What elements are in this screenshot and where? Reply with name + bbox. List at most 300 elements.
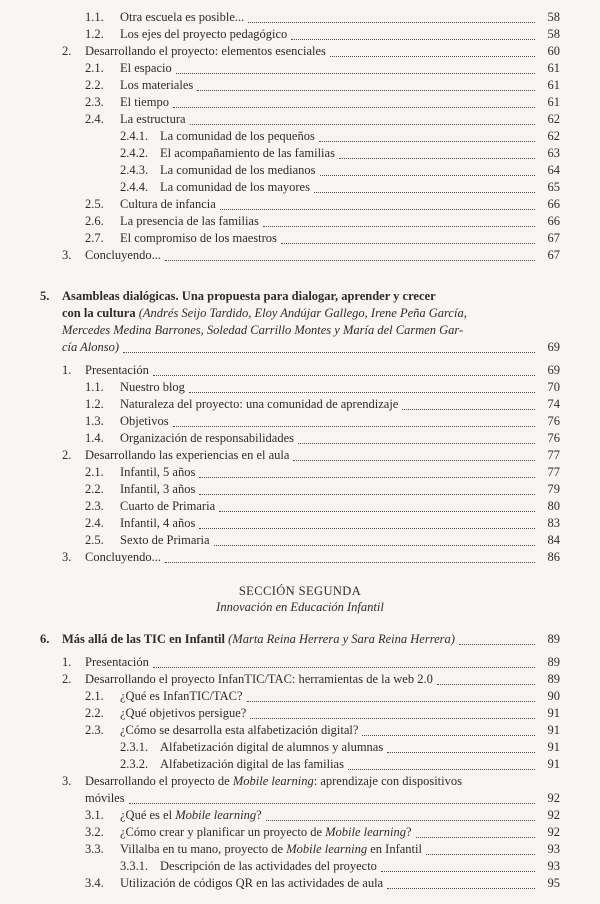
entry-number: 1.2. [85,27,104,41]
dot-leader [293,460,535,461]
entry-line [85,43,560,60]
toc-entry [40,447,560,464]
text-segment: móviles [85,791,125,805]
section-subtitle: Innovación en Educación Infantil [216,600,384,614]
dot-leader [330,56,535,57]
entry-number: 6. [40,632,50,646]
text-segment: ¿Qué es InfanTIC/TAC? [120,689,243,703]
page-number: 58 [547,10,560,24]
toc-entry [40,128,560,145]
toc-entry [40,756,560,773]
dot-leader [197,90,535,91]
entry-line [120,396,560,413]
entry-line [120,464,560,481]
page-number: 92 [547,808,560,822]
entry-body [85,671,560,688]
entry-line [160,162,560,179]
dot-leader [129,803,535,804]
entry-number: 2.1. [85,61,104,75]
entry-number: 1.4. [85,431,104,445]
entry-body [120,875,560,892]
dot-leader [248,22,535,23]
text-segment: Cuarto de Primaria [120,499,216,513]
entry-body [120,498,560,515]
entry-body [120,379,560,396]
entry-text [85,671,433,688]
text-segment: Presentación [85,655,149,669]
toc-entry [40,705,560,722]
entry-text [120,464,195,481]
entry-text [85,654,149,671]
entry-number: 3. [62,550,72,564]
entry-body [160,128,560,145]
toc-entry [40,464,560,481]
entry-line [120,722,560,739]
text-segment: Objetivos [120,414,169,428]
entry-body [120,532,560,549]
entry-body [120,430,560,447]
page-number: 77 [547,465,560,479]
page-number: 91 [547,706,560,720]
text-segment: Concluyendo... [85,550,162,564]
text-segment: La comunidad de los pequeños [160,129,315,143]
entry-line [120,841,560,858]
entry-number: 2.4.2. [120,146,149,160]
page-number: 63 [547,146,560,160]
entry-text [160,756,344,773]
page-number: 84 [547,533,560,547]
text-segment: ¿Cómo se desarrolla esta alfabetización digital? [120,723,359,737]
entry-number: 1. [62,655,72,669]
text-segment: : aprendizaje con dispositivos [313,774,462,788]
entry-body [120,515,560,532]
entry-line [160,858,560,875]
dot-leader [459,644,535,645]
toc-entry [40,688,560,705]
text-segment: ¿Qué objetivos persigue? [120,706,247,720]
text-segment: Más allá de las TIC en Infantil [62,632,229,646]
entry-text [120,875,383,892]
entry-text [85,549,161,566]
entry-text [62,306,467,320]
toc-entry [40,196,560,213]
page-number: 65 [547,180,560,194]
toc-entry [40,722,560,739]
entry-body [120,396,560,413]
entry-number: 2.3. [85,95,104,109]
page-number: 93 [547,842,560,856]
toc-entry [40,515,560,532]
text-segment: con la cultura [62,306,139,320]
entry-line [160,179,560,196]
entry-line [120,532,560,549]
toc-entry [40,162,560,179]
entry-number: 3. [62,774,72,788]
entry-line [120,875,560,892]
entry-body [85,447,560,464]
text-segment: Villalba en tu mano, proyecto de [120,842,287,856]
entry-text [120,60,172,77]
dot-leader [402,409,535,410]
dot-leader [263,226,535,227]
entry-body [160,179,560,196]
entry-body [85,654,560,671]
entry-line [160,739,560,756]
page-number: 89 [547,632,560,646]
entry-number: 2.6. [85,214,104,228]
entry-text [120,111,186,128]
entry-number: 2.3. [85,499,104,513]
entry-number: 3.3. [85,842,104,856]
entry-line [120,94,560,111]
page-number: 91 [547,757,560,771]
toc-entry [40,145,560,162]
entry-line [62,305,560,322]
dot-leader [387,888,535,889]
entry-line [120,807,560,824]
toc-entry [40,43,560,60]
spacer [40,615,560,631]
toc-entry [40,631,560,648]
dot-leader [123,352,535,353]
page-number: 70 [547,380,560,394]
entry-number: 2.5. [85,533,104,547]
text-segment: cía Alonso) [62,340,120,354]
page-number: 66 [547,214,560,228]
entry-text [85,774,462,788]
entry-text [120,688,243,705]
entry-body [160,858,560,875]
entry-line [120,824,560,841]
dot-leader [314,192,535,193]
text-segment: Alfabetización digital de las familias [160,757,344,771]
page-number: 80 [547,499,560,513]
toc-list [40,9,560,892]
page-number: 74 [547,397,560,411]
entry-body [120,9,560,26]
entry-number: 2.4.1. [120,129,149,143]
entry-line [120,481,560,498]
entry-number: 1. [62,363,72,377]
entry-line [160,145,560,162]
toc-entry [40,498,560,515]
entry-number: 2.4.3. [120,163,149,177]
toc-entry [40,396,560,413]
entry-text [120,196,216,213]
entry-number: 2.2. [85,78,104,92]
entry-number: 5. [40,289,50,303]
toc-entry [40,739,560,756]
entry-number: 1.2. [85,397,104,411]
text-segment: Alfabetización digital de alumnos y alumnas [160,740,384,754]
entry-line [85,671,560,688]
entry-line [120,430,560,447]
entry-number: 1.1. [85,380,104,394]
entry-body [120,481,560,498]
entry-text [120,705,246,722]
text-segment: Presentación [85,363,149,377]
entry-body [120,413,560,430]
toc-entry [40,247,560,264]
page-number: 76 [547,414,560,428]
entry-line [160,128,560,145]
entry-line [120,705,560,722]
dot-leader [291,39,535,40]
toc-entry [40,841,560,858]
text-segment: La comunidad de los medianos [160,163,316,177]
entry-body [120,722,560,739]
entry-body [85,773,560,807]
text-segment: Los materiales [120,78,194,92]
entry-number: 2.5. [85,197,104,211]
text-segment: El compromiso de los maestros [120,231,277,245]
page-number: 61 [547,61,560,75]
text-segment: Descripción de las actividades del proyecto [160,859,377,873]
entry-line [160,756,560,773]
text-segment: Sexto de Primaria [120,533,210,547]
text-segment: ? [256,808,262,822]
entry-line [85,549,560,566]
dot-leader [189,392,535,393]
entry-text [85,362,149,379]
text-segment: Desarrollando el proyecto InfanTIC/TAC: herramientas de la web 2.0 [85,672,433,686]
text-segment: El acompañamiento de las familias [160,146,335,160]
entry-body [120,841,560,858]
entry-body [120,60,560,77]
section-title: SECCIÓN SEGUNDA [238,584,362,598]
toc-entry [40,362,560,379]
spacer [40,264,560,288]
text-segment: La comunidad de los mayores [160,180,310,194]
entry-body [120,196,560,213]
entry-text [160,858,377,875]
page-number: 89 [547,672,560,686]
toc-entry [40,875,560,892]
text-segment: Desarrollando el proyecto: elementos esenciales [85,44,326,58]
toc-entry [40,773,560,807]
dot-leader [362,735,535,736]
entry-number: 3.3.1. [120,859,149,873]
entry-body [160,162,560,179]
text-segment: ¿Cómo crear y planificar un proyecto de [120,825,326,839]
page-number: 92 [547,791,560,805]
dot-leader [176,73,535,74]
entry-number: 3.4. [85,876,104,890]
entry-line [120,26,560,43]
entry-text [120,824,412,841]
page-number: 62 [547,112,560,126]
entry-number: 2. [62,44,72,58]
entry-text [62,289,436,303]
entry-text [120,94,169,111]
entry-body [85,43,560,60]
entry-body [85,247,560,264]
dot-leader [214,545,535,546]
dot-leader [298,443,535,444]
entry-number: 2. [62,448,72,462]
entry-text [85,447,289,464]
entry-line [62,631,560,648]
entry-text [160,739,383,756]
page-number: 67 [547,248,560,262]
entry-line [85,247,560,264]
entry-line [62,288,560,305]
dot-leader [219,511,535,512]
entry-text [120,430,294,447]
entry-text [85,790,125,807]
entry-line [62,322,560,339]
entry-text [120,9,244,26]
text-segment: en Infantil [367,842,422,856]
page-number: 76 [547,431,560,445]
page-number: 91 [547,740,560,754]
toc-entry [40,807,560,824]
entry-text [160,128,315,145]
entry-body [62,288,560,356]
entry-line [120,230,560,247]
entry-line [120,77,560,94]
toc-entry [40,60,560,77]
page-number: 60 [547,44,560,58]
dot-leader [250,718,535,719]
entry-text [62,339,119,356]
entry-body [120,705,560,722]
text-segment: Utilización de códigos QR en las actividades de aula [120,876,384,890]
entry-body [120,26,560,43]
entry-text [62,323,463,337]
entry-text [120,807,262,824]
toc-entry [40,379,560,396]
text-segment: Infantil, 5 años [120,465,196,479]
toc-entry [40,430,560,447]
entry-line [120,688,560,705]
entry-line [120,9,560,26]
text-segment: Mobile learning [325,825,407,839]
page-number: 64 [547,163,560,177]
entry-body [120,824,560,841]
text-segment: Mercedes Medina Barrones, Soledad Carrillo Montes y María del Carmen Gar- [62,323,464,337]
entry-text [120,532,210,549]
dot-leader [165,562,535,563]
dot-leader [387,752,535,753]
toc-entry [40,671,560,688]
toc-entry [40,481,560,498]
toc-entry [40,77,560,94]
entry-body [85,549,560,566]
page-number: 92 [547,825,560,839]
toc-entry [40,824,560,841]
text-segment: (Marta Reina Herrera y Sara Reina Herrera) [228,632,455,646]
entry-line [120,111,560,128]
entry-line [62,339,560,356]
dot-leader [247,701,535,702]
entry-number: 2.4. [85,516,104,530]
toc-entry [40,532,560,549]
dot-leader [281,243,535,244]
entry-number: 3.1. [85,808,104,822]
text-segment: Organización de responsabilidades [120,431,295,445]
text-segment: El tiempo [120,95,169,109]
dot-leader [381,871,535,872]
entry-number: 2.3.1. [120,740,149,754]
entry-body [160,145,560,162]
dot-leader [153,667,535,668]
page-number: 93 [547,859,560,873]
page-number: 90 [547,689,560,703]
dot-leader [320,175,535,176]
text-segment: ? [406,825,412,839]
page-number: 62 [547,129,560,143]
text-segment: Otra escuela es posible... [120,10,245,24]
text-segment: Infantil, 3 años [120,482,196,496]
dot-leader [199,528,535,529]
dot-leader [199,494,535,495]
spacer [40,566,560,583]
entry-line [120,413,560,430]
page-number: 58 [547,27,560,41]
entry-body [120,230,560,247]
entry-text [120,498,215,515]
entry-number: 3. [62,248,72,262]
dot-leader [348,769,535,770]
entry-number: 1.3. [85,414,104,428]
entry-number: 2.3.2. [120,757,149,771]
text-segment: (Andrés Seijo Tardido, Eloy Andújar Gallego, Irene Peña García, [138,306,467,320]
text-segment: Asambleas dialógicas. Una propuesta para dialogar, aprender y crecer [62,289,436,303]
dot-leader [153,375,535,376]
text-segment: La estructura [120,112,186,126]
text-segment: Desarrollando las experiencias en el aula [85,448,290,462]
dot-leader [165,260,535,261]
entry-number: 2.7. [85,231,104,245]
text-segment: Los ejes del proyecto pedagógico [120,27,288,41]
entry-text [120,379,185,396]
entry-text [120,213,259,230]
page-number: 67 [547,231,560,245]
toc-entry [40,9,560,26]
entry-number: 2.2. [85,706,104,720]
entry-number: 2.4.4. [120,180,149,194]
dot-leader [437,684,535,685]
page-number: 66 [547,197,560,211]
text-segment: Naturaleza del proyecto: una comunidad de aprendizaje [120,397,399,411]
entry-text [120,413,169,430]
toc-entry [40,26,560,43]
entry-line [85,447,560,464]
entry-body [120,77,560,94]
entry-text [120,722,358,739]
entry-number: 2. [62,672,72,686]
page-number: 86 [547,550,560,564]
page-number: 79 [547,482,560,496]
entry-line [120,213,560,230]
toc-entry [40,94,560,111]
dot-leader [199,477,535,478]
text-segment: Cultura de infancia [120,197,216,211]
page-number: 69 [547,340,560,354]
entry-line [85,362,560,379]
page-number: 95 [547,876,560,890]
dot-leader [319,141,535,142]
entry-body [120,111,560,128]
entry-body [120,213,560,230]
text-segment: El espacio [120,61,172,75]
entry-body [120,464,560,481]
entry-text [160,145,335,162]
text-segment: Mobile learning [286,842,368,856]
entry-body [85,362,560,379]
dot-leader [220,209,535,210]
